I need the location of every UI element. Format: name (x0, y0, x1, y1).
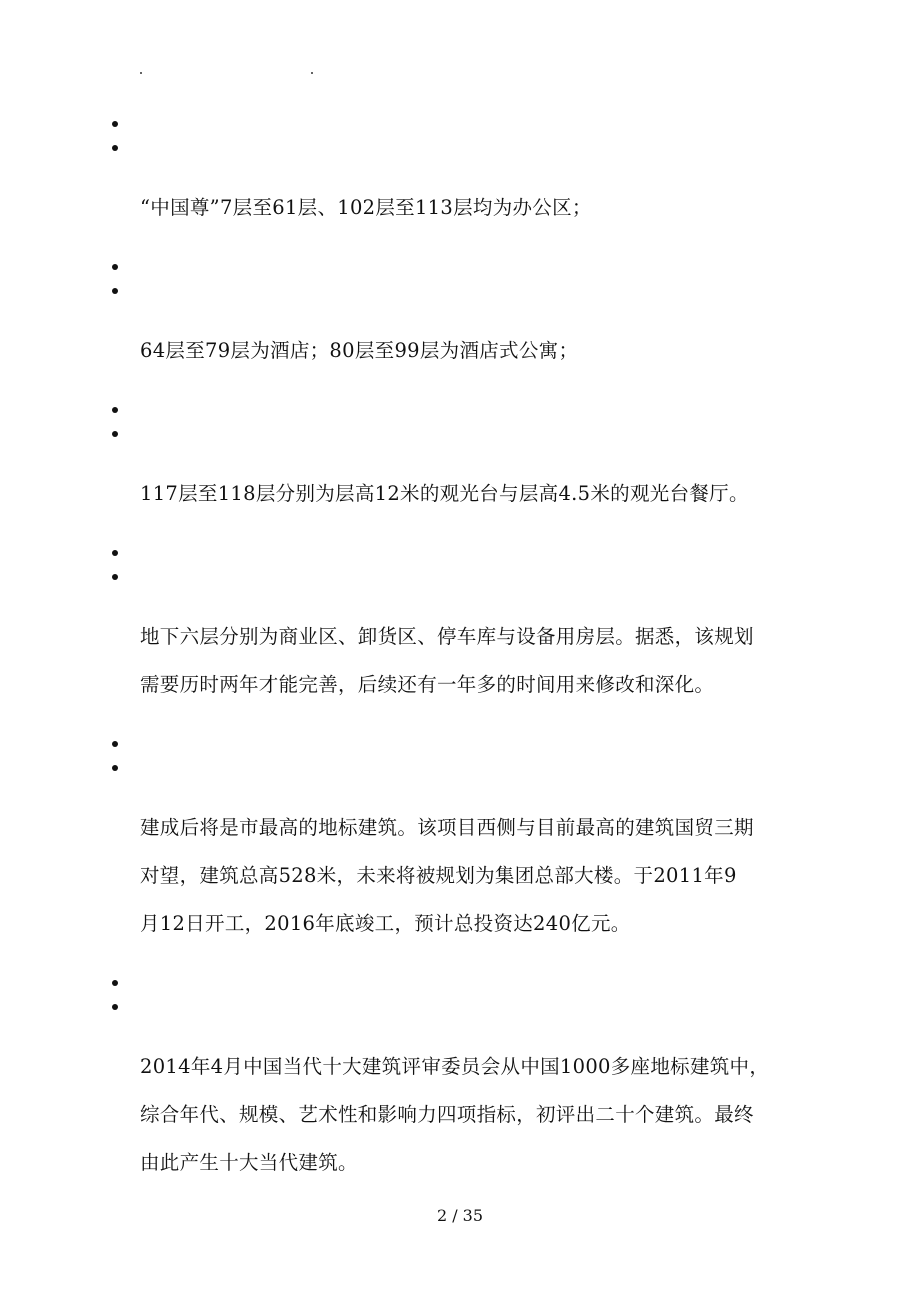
list-bullet (112, 550, 118, 556)
paragraph-landmark-info (140, 804, 820, 948)
list-bullet (112, 765, 118, 771)
list-bullet (112, 1004, 118, 1010)
paragraph-top-ten-selection (140, 1043, 820, 1187)
paragraph-line: 需要历时两年才能完善，后续还有一年多的时间用来修改和深化。 (140, 673, 715, 696)
header-mark (140, 72, 142, 74)
list-bullet (112, 121, 118, 127)
list-bullet (112, 574, 118, 580)
paragraph-line: 2014年4月中国当代十大建筑评审委员会从中国1000多座地标建筑中， (140, 1055, 770, 1078)
paragraph-observation-floors (140, 470, 820, 518)
list-bullet (112, 741, 118, 747)
page-number: 2 / 35 (436, 1206, 484, 1225)
paragraph-basement-floors (140, 613, 820, 709)
paragraph-line: 对望，建筑总高528米，未来将被规划为集团总部大楼。于2011年9 (140, 864, 737, 887)
paragraph-hotel-floors (140, 327, 820, 375)
paragraph-line: 由此产生十大当代建筑。 (140, 1151, 358, 1174)
paragraph-office-floors (140, 184, 820, 232)
paragraph-line: 64层至79层为酒店；80层至99层为酒店式公寓； (140, 339, 579, 362)
paragraph-line: 综合年代、规模、艺术性和影响力四项指标，初评出二十个建筑。最终 (140, 1103, 754, 1126)
list-bullet (112, 431, 118, 437)
list-bullet (112, 407, 118, 413)
header-mark (311, 72, 313, 74)
paragraph-line: 建成后将是市最高的地标建筑。该项目西侧与目前最高的建筑国贸三期 (140, 816, 754, 839)
list-bullet (112, 145, 118, 151)
paragraph-line: 月12日开工，2016年底竣工，预计总投资达240亿元。 (140, 912, 631, 935)
list-bullet (112, 264, 118, 270)
list-bullet (112, 980, 118, 986)
list-bullet (112, 288, 118, 294)
paragraph-line: 117层至118层分别为层高12米的观光台与层高4.5米的观光台餐厅。 (140, 482, 749, 505)
paragraph-line: “中国尊”7层至61层、102层至113层均为办公区； (140, 196, 592, 219)
paragraph-line: 地下六层分别为商业区、卸货区、停车库与设备用房层。据悉，该规划 (140, 625, 754, 648)
